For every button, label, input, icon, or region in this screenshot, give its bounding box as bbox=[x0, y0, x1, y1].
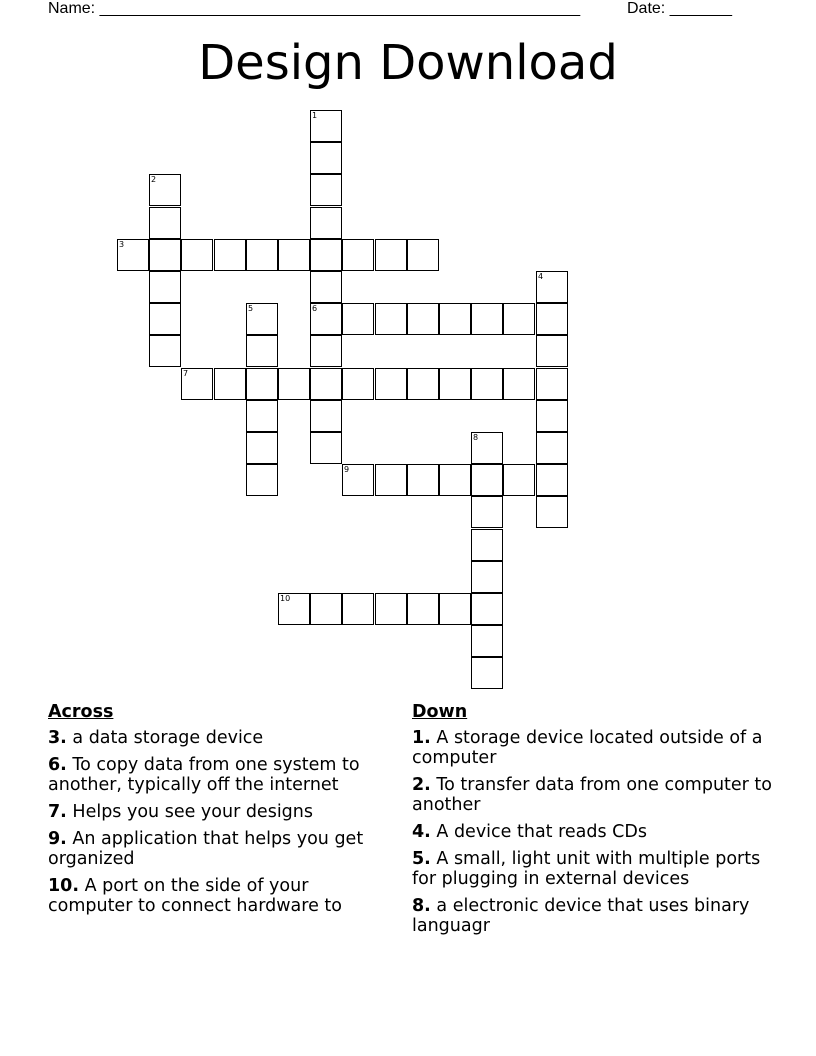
crossword-cell[interactable] bbox=[246, 239, 278, 271]
crossword-cell[interactable] bbox=[310, 271, 342, 303]
clue-number: 3. bbox=[48, 728, 67, 748]
clue-text: To transfer data from one computer to another bbox=[412, 775, 772, 815]
crossword-cell[interactable] bbox=[149, 207, 181, 239]
crossword-cell[interactable] bbox=[149, 271, 181, 303]
crossword-cell[interactable] bbox=[342, 303, 374, 335]
crossword-cell[interactable] bbox=[181, 239, 213, 271]
crossword-cell[interactable] bbox=[536, 400, 568, 432]
clue-item bbox=[412, 896, 772, 936]
cell-number: 10 bbox=[280, 594, 291, 603]
clue-item bbox=[412, 728, 772, 768]
page-title: Design Download bbox=[198, 35, 618, 91]
cell-number: 3 bbox=[119, 240, 125, 249]
cell-number: 5 bbox=[248, 304, 254, 313]
clue-item bbox=[48, 755, 393, 795]
crossword-cell[interactable] bbox=[214, 239, 246, 271]
down-heading: Down bbox=[412, 702, 468, 722]
crossword-cell[interactable] bbox=[407, 368, 439, 400]
clue-item bbox=[48, 876, 393, 916]
clue-item bbox=[412, 849, 772, 889]
crossword-cell[interactable] bbox=[310, 335, 342, 367]
clue-item bbox=[412, 822, 772, 842]
crossword-cell[interactable] bbox=[117, 239, 149, 271]
crossword-cell[interactable] bbox=[503, 303, 535, 335]
cell-number: 7 bbox=[183, 369, 189, 378]
clue-text: A storage device located outside of a computer bbox=[412, 728, 763, 768]
crossword-cell[interactable] bbox=[246, 303, 278, 335]
clue-number: 7. bbox=[48, 802, 67, 822]
clue-number: 1. bbox=[412, 728, 431, 748]
crossword-cell[interactable] bbox=[503, 368, 535, 400]
crossword-cell[interactable] bbox=[471, 529, 503, 561]
clue-number: 9. bbox=[48, 829, 67, 849]
crossword-cell[interactable] bbox=[439, 464, 471, 496]
crossword-cell[interactable] bbox=[375, 239, 407, 271]
crossword-cell[interactable] bbox=[471, 657, 503, 689]
crossword-cell[interactable] bbox=[536, 335, 568, 367]
crossword-cell[interactable] bbox=[181, 368, 213, 400]
cell-number: 4 bbox=[538, 272, 544, 281]
crossword-cell[interactable] bbox=[246, 335, 278, 367]
date-field-label[interactable]: Date: _______ bbox=[627, 0, 732, 17]
crossword-cell[interactable] bbox=[310, 239, 342, 271]
clue-text: a electronic device that uses binary languagr bbox=[412, 896, 750, 936]
crossword-cell[interactable] bbox=[278, 593, 310, 625]
crossword-cell[interactable] bbox=[407, 464, 439, 496]
crossword-cell[interactable] bbox=[278, 368, 310, 400]
crossword-cell[interactable] bbox=[536, 464, 568, 496]
crossword-cell[interactable] bbox=[407, 593, 439, 625]
clue-item bbox=[412, 775, 772, 815]
crossword-cell[interactable] bbox=[310, 368, 342, 400]
crossword-cell[interactable] bbox=[214, 368, 246, 400]
crossword-cell[interactable] bbox=[310, 207, 342, 239]
cell-number: 9 bbox=[344, 465, 350, 474]
crossword-cell[interactable] bbox=[471, 464, 503, 496]
crossword-cell[interactable] bbox=[471, 303, 503, 335]
crossword-cell[interactable] bbox=[310, 303, 342, 335]
clue-number: 6. bbox=[48, 755, 67, 775]
clue-text: To copy data from one system to another, typically off the internet bbox=[48, 755, 360, 795]
crossword-cell[interactable] bbox=[246, 432, 278, 464]
crossword-cell[interactable] bbox=[342, 239, 374, 271]
crossword-cell[interactable] bbox=[439, 593, 471, 625]
cell-number: 2 bbox=[151, 175, 157, 184]
crossword-cell[interactable] bbox=[471, 496, 503, 528]
crossword-cell[interactable] bbox=[471, 593, 503, 625]
crossword-cell[interactable] bbox=[375, 593, 407, 625]
crossword-cell[interactable] bbox=[471, 625, 503, 657]
name-field-label[interactable]: Name: ______________________________________________________ bbox=[48, 0, 581, 17]
across-heading: Across bbox=[48, 702, 114, 722]
crossword-cell[interactable] bbox=[536, 303, 568, 335]
clue-text: A small, light unit with multiple ports for plugging in external devices bbox=[412, 849, 761, 889]
crossword-cell[interactable] bbox=[278, 239, 310, 271]
crossword-cell[interactable] bbox=[407, 239, 439, 271]
crossword-cell[interactable] bbox=[246, 464, 278, 496]
crossword-cell[interactable] bbox=[149, 303, 181, 335]
crossword-cell[interactable] bbox=[310, 432, 342, 464]
crossword-cell[interactable] bbox=[439, 368, 471, 400]
crossword-cell[interactable] bbox=[536, 368, 568, 400]
crossword-cell[interactable] bbox=[342, 368, 374, 400]
crossword-cell[interactable] bbox=[536, 432, 568, 464]
clue-text: A port on the side of your computer to connect hardware to bbox=[48, 876, 342, 916]
crossword-cell[interactable] bbox=[375, 368, 407, 400]
clue-number: 5. bbox=[412, 849, 431, 869]
crossword-cell[interactable] bbox=[375, 464, 407, 496]
clue-text: Helps you see your designs bbox=[72, 802, 313, 822]
crossword-cell[interactable] bbox=[375, 303, 407, 335]
clue-item bbox=[48, 802, 393, 822]
clue-item bbox=[48, 728, 393, 748]
crossword-cell[interactable] bbox=[471, 368, 503, 400]
crossword-cell[interactable] bbox=[471, 561, 503, 593]
crossword-cell[interactable] bbox=[342, 464, 374, 496]
crossword-cell[interactable] bbox=[149, 335, 181, 367]
clue-number: 10. bbox=[48, 876, 80, 896]
clue-text: An application that helps you get organized bbox=[48, 829, 364, 869]
clue-number: 2. bbox=[412, 775, 431, 795]
across-clues bbox=[48, 702, 393, 923]
crossword-cell[interactable] bbox=[439, 303, 471, 335]
crossword-cell[interactable] bbox=[407, 303, 439, 335]
cell-number: 8 bbox=[473, 433, 479, 442]
crossword-cell[interactable] bbox=[471, 432, 503, 464]
cell-number: 6 bbox=[312, 304, 318, 313]
clue-number: 4. bbox=[412, 822, 431, 842]
crossword-cell[interactable] bbox=[310, 593, 342, 625]
crossword-cell[interactable] bbox=[310, 174, 342, 206]
crossword-cell[interactable] bbox=[310, 400, 342, 432]
crossword-cell[interactable] bbox=[246, 400, 278, 432]
cell-number: 1 bbox=[312, 111, 318, 120]
crossword-cell[interactable] bbox=[246, 368, 278, 400]
clue-text: A device that reads CDs bbox=[436, 822, 647, 842]
crossword-cell[interactable] bbox=[342, 593, 374, 625]
crossword-cell[interactable] bbox=[149, 174, 181, 206]
down-clues bbox=[412, 702, 772, 943]
clue-text: a data storage device bbox=[72, 728, 264, 748]
crossword-cell[interactable] bbox=[310, 142, 342, 174]
clue-item bbox=[48, 829, 393, 869]
clue-number: 8. bbox=[412, 896, 431, 916]
crossword-cell[interactable] bbox=[536, 496, 568, 528]
crossword-cell[interactable] bbox=[149, 239, 181, 271]
crossword-cell[interactable] bbox=[536, 271, 568, 303]
crossword-cell[interactable] bbox=[503, 464, 535, 496]
crossword-cell[interactable] bbox=[310, 110, 342, 142]
